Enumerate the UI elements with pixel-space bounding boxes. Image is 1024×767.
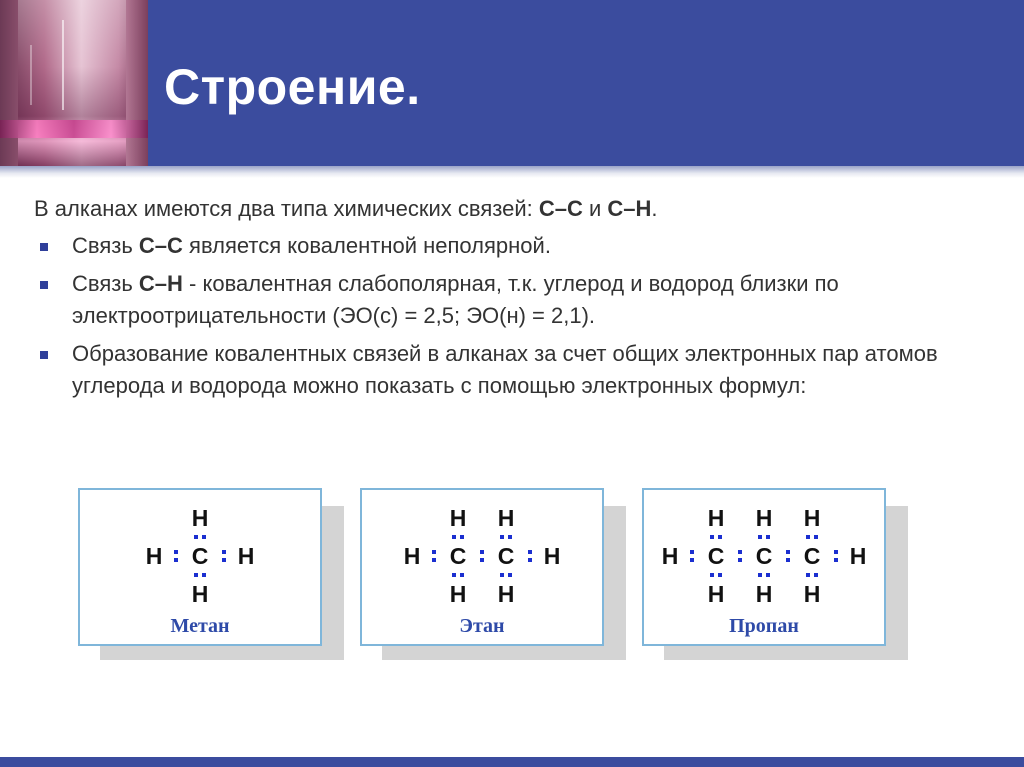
formula-caption: Метан xyxy=(170,615,230,637)
hydrogen-atom: H xyxy=(707,505,725,531)
electron-dot xyxy=(452,535,456,539)
hydrogen-atom: H xyxy=(803,581,821,607)
electron-dot xyxy=(690,550,694,554)
methane-formula-card xyxy=(78,488,322,646)
electron-dot xyxy=(460,573,464,577)
bullet-item: Связь С–Н - ковалентная слабополярная, т.к. углерод и водород близки по электроотрицательности (ЭО(с) = 2,5; ЭО(н) = 2,1). xyxy=(34,268,994,332)
hydrogen-atom: H xyxy=(707,581,725,607)
hydrogen-atom: H xyxy=(497,581,515,607)
slide-title: Строение. xyxy=(164,59,421,115)
electron-dot xyxy=(710,535,714,539)
electron-dot xyxy=(718,535,722,539)
formula-caption: Пропан xyxy=(729,615,799,637)
electron-dot xyxy=(222,550,226,554)
hydrogen-atom: H xyxy=(145,543,163,569)
bullet-marker xyxy=(40,351,48,359)
methane-formula xyxy=(78,488,322,646)
electron-dot xyxy=(202,573,206,577)
carbon-atom: C xyxy=(191,543,209,569)
flask-image xyxy=(0,0,148,166)
footer-bar xyxy=(0,757,1024,767)
hydrogen-atom: H xyxy=(237,543,255,569)
electron-dot xyxy=(174,550,178,554)
carbon-atom: C xyxy=(755,543,773,569)
carbon-atom: C xyxy=(707,543,725,569)
hydrogen-atom: H xyxy=(191,505,209,531)
electron-dot xyxy=(500,573,504,577)
intro-paragraph: В алканах имеются два типа химических связей: С–С и С–Н. xyxy=(34,196,658,221)
hydrogen-atom: H xyxy=(191,581,209,607)
hydrogen-atom: H xyxy=(543,543,561,569)
electron-dot xyxy=(738,558,742,562)
electron-dot xyxy=(690,558,694,562)
propane-formula-card xyxy=(642,488,886,646)
hydrogen-atom: H xyxy=(755,581,773,607)
hydrogen-atom: H xyxy=(803,505,821,531)
electron-dot xyxy=(710,573,714,577)
electron-dot xyxy=(460,535,464,539)
hydrogen-atom: H xyxy=(449,505,467,531)
bullet-list xyxy=(34,230,994,402)
carbon-atom: C xyxy=(803,543,821,569)
electron-dot xyxy=(480,558,484,562)
ethane-formula xyxy=(360,488,604,646)
electron-dot xyxy=(202,535,206,539)
bullet-item: Образование ковалентных связей в алканах за счет общих электронных пар атомов углерода и водорода можно показать с помощью электронных формул: xyxy=(34,338,994,402)
hydrogen-atom: H xyxy=(449,581,467,607)
electron-dot xyxy=(718,573,722,577)
hydrogen-atom: H xyxy=(661,543,679,569)
electron-dot xyxy=(432,550,436,554)
electron-dot xyxy=(500,535,504,539)
carbon-atom: C xyxy=(497,543,515,569)
electron-dot xyxy=(786,558,790,562)
header-banner xyxy=(0,0,1024,166)
electron-dot xyxy=(806,573,810,577)
electron-dot xyxy=(194,535,198,539)
electron-dot xyxy=(480,550,484,554)
electron-dot xyxy=(766,573,770,577)
hydrogen-atom: H xyxy=(849,543,867,569)
electron-dot xyxy=(758,573,762,577)
bullet-marker xyxy=(40,281,48,289)
electron-dot xyxy=(738,550,742,554)
bullet-marker xyxy=(40,243,48,251)
electron-dot xyxy=(528,550,532,554)
electron-dot xyxy=(806,535,810,539)
electron-dot xyxy=(222,558,226,562)
electron-dot xyxy=(834,558,838,562)
hydrogen-atom: H xyxy=(755,505,773,531)
electron-dot xyxy=(766,535,770,539)
electron-dot xyxy=(174,558,178,562)
electron-dot xyxy=(508,573,512,577)
electron-dot xyxy=(432,558,436,562)
hydrogen-atom: H xyxy=(497,505,515,531)
bullet-item: Связь С–С является ковалентной неполярной. xyxy=(34,230,994,262)
carbon-atom: C xyxy=(449,543,467,569)
slide-body xyxy=(34,193,994,408)
electron-dot xyxy=(814,535,818,539)
electron-dot xyxy=(194,573,198,577)
electron-dot xyxy=(452,573,456,577)
formula-caption: Этан xyxy=(459,615,505,637)
ethane-formula-card xyxy=(360,488,604,646)
hydrogen-atom: H xyxy=(403,543,421,569)
electron-dot xyxy=(834,550,838,554)
electron-dot xyxy=(528,558,532,562)
propane-formula xyxy=(642,488,886,646)
header-stripe xyxy=(0,166,1024,178)
electron-dot xyxy=(786,550,790,554)
electron-dot xyxy=(508,535,512,539)
electron-dot xyxy=(758,535,762,539)
electron-dot xyxy=(814,573,818,577)
